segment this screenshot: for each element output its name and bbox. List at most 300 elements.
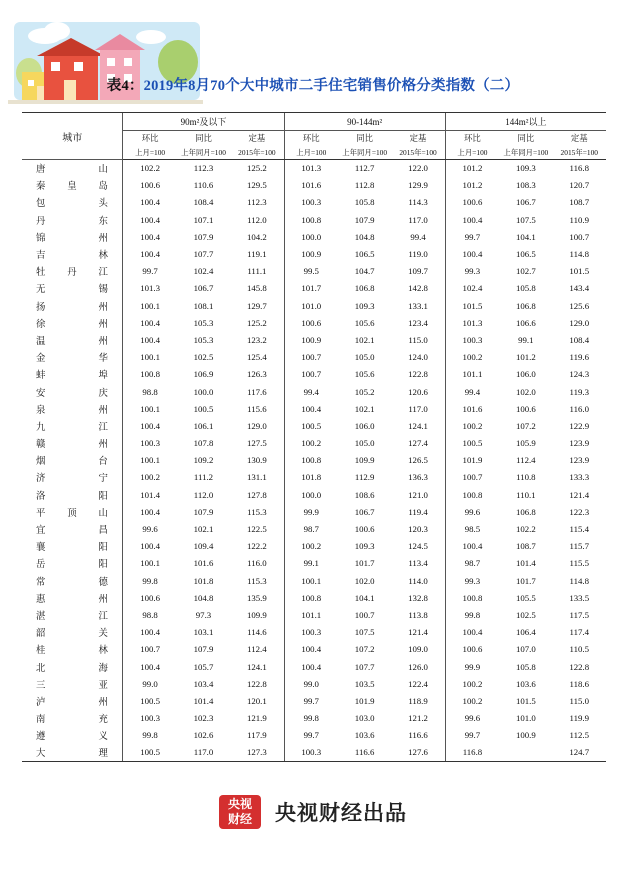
row-value-cell: 129.5 (246, 180, 267, 191)
row-value-cell: 100.6 (354, 524, 375, 535)
row-value-cell: 133.5 (569, 592, 590, 603)
row-value-cell: 123.9 (569, 438, 590, 449)
row-value-cell: 122.4 (408, 678, 428, 689)
row-value-cell: 101.5 (445, 297, 499, 314)
row-value-cell: 126.3 (246, 369, 267, 380)
window-icon (51, 62, 60, 71)
ground-line (8, 100, 203, 104)
row-city-label: 泉州 (36, 405, 109, 416)
page-title (0, 74, 626, 95)
row-city-label: 大理 (22, 744, 123, 761)
window-icon (107, 58, 115, 66)
row-value-cell: 99.8 (284, 710, 338, 727)
row-value-cell: 100.5 (123, 692, 177, 709)
row-value-cell: 108.4 (569, 334, 590, 345)
table-row (22, 486, 606, 503)
row-value-cell: 126.0 (408, 661, 428, 672)
table-row (22, 245, 606, 262)
table-row (22, 263, 606, 280)
row-value-cell: 127.4 (408, 438, 428, 449)
row-value-cell: 100.7 (284, 349, 338, 366)
row-value-cell: 122.3 (569, 506, 590, 517)
row-value-cell: 114.0 (408, 575, 428, 586)
row-value-cell: 99.6 (445, 710, 499, 727)
row-value-cell: 104.8 (193, 592, 214, 603)
table-row (22, 675, 606, 692)
row-value-cell: 121.9 (246, 713, 267, 724)
table-row (22, 589, 606, 606)
row-value-cell: 109.9 (246, 609, 267, 620)
row-value-cell: 107.1 (193, 214, 214, 225)
row-value-cell: 99.4 (445, 383, 499, 400)
row-city-label: 扬州 (36, 302, 109, 313)
row-value-cell: 99.6 (123, 520, 177, 537)
row-value-cell: 101.8 (193, 575, 214, 586)
row-value-cell: 124.1 (246, 661, 267, 672)
row-city-label: 烟台 (36, 457, 109, 468)
row-value-cell: 123.4 (408, 317, 428, 328)
row-value-cell: 127.8 (246, 489, 267, 500)
row-value-cell: 116.0 (569, 403, 589, 414)
table-row (22, 520, 606, 537)
row-value-cell: 119.9 (569, 713, 589, 724)
row-value-cell: 130.9 (246, 455, 267, 466)
row-value-cell: 100.3 (123, 435, 177, 452)
row-value-cell: 107.9 (354, 214, 375, 225)
row-value-cell: 99.7 (284, 727, 338, 744)
row-value-cell: 143.4 (569, 283, 590, 294)
row-value-cell: 112.3 (193, 163, 214, 174)
row-value-cell: 106.7 (354, 506, 375, 517)
row-value-cell: 105.8 (515, 661, 536, 672)
row-value-cell: 105.0 (354, 352, 375, 363)
row-value-cell: 109.3 (354, 541, 375, 552)
row-value-cell: 99.9 (284, 503, 338, 520)
row-value-cell: 123.9 (569, 455, 590, 466)
row-value-cell: 100.2 (284, 435, 338, 452)
row-value-cell: 100.5 (193, 403, 214, 414)
row-value-cell: 112.4 (247, 644, 267, 655)
row-value-cell: 142.8 (408, 283, 428, 294)
row-value-cell: 127.5 (246, 438, 267, 449)
row-value-cell: 108.4 (193, 197, 214, 208)
footer-text: 央视财经出品 (275, 802, 407, 825)
row-value-cell: 101.4 (193, 695, 214, 706)
row-value-cell: 99.5 (284, 263, 338, 280)
row-value-cell: 115.3 (247, 506, 267, 517)
roof-icon (95, 34, 145, 50)
table-row (22, 417, 606, 434)
row-value-cell: 117.5 (569, 609, 589, 620)
row-value-cell: 105.6 (354, 317, 375, 328)
row-value-cell: 101.1 (284, 606, 338, 623)
row-value-cell: 101.7 (354, 558, 375, 569)
row-value-cell: 101.3 (123, 280, 177, 297)
row-value-cell: 100.4 (123, 194, 177, 211)
footer-branding (0, 795, 626, 829)
row-value-cell: 112.9 (354, 472, 375, 483)
row-value-cell: 110.8 (516, 472, 536, 483)
table-row (22, 692, 606, 709)
row-value-cell: 122.5 (246, 524, 267, 535)
row-value-cell: 100.7 (569, 231, 590, 242)
row-value-cell: 99.8 (123, 727, 177, 744)
row-value-cell: 100.2 (123, 469, 177, 486)
row-value-cell: 116.0 (247, 558, 267, 569)
row-city-label: 丹东 (36, 216, 109, 227)
row-value-cell: 110.9 (569, 214, 589, 225)
table-row (22, 400, 606, 417)
row-value-cell: 110.5 (569, 644, 589, 655)
row-value-cell: 101.3 (445, 314, 499, 331)
row-city-label: 包头 (36, 199, 109, 210)
row-value-cell: 103.1 (193, 627, 214, 638)
row-city-label: 徐州 (36, 319, 109, 330)
row-value-cell: 116.6 (408, 730, 428, 741)
row-value-cell: 120.1 (246, 695, 267, 706)
row-value-cell: 125.2 (246, 163, 267, 174)
row-city-label: 蚌埠 (36, 371, 109, 382)
row-value-cell: 100.0 (193, 386, 214, 397)
row-value-cell: 115.0 (408, 334, 428, 345)
row-value-cell: 102.0 (354, 575, 375, 586)
row-value-cell: 100.4 (445, 624, 499, 641)
row-city-label: 惠州 (36, 594, 109, 605)
row-value-cell: 132.8 (408, 592, 428, 603)
row-city-label: 牡丹江 (36, 268, 109, 279)
table-row (22, 211, 606, 228)
table-row (22, 503, 606, 520)
row-value-cell: 108.3 (515, 180, 536, 191)
row-value-cell: 119.4 (408, 506, 428, 517)
row-value-cell: 100.4 (123, 228, 177, 245)
row-value-cell: 100.0 (284, 486, 338, 503)
row-city-label: 宜昌 (36, 526, 109, 537)
row-value-cell: 106.0 (515, 369, 536, 380)
row-value-cell: 119.0 (408, 249, 428, 260)
row-city-label: 韶关 (36, 629, 109, 640)
logo-line-1: 央视 (227, 797, 252, 811)
row-value-cell: 100.9 (284, 331, 338, 348)
row-city-label: 遵义 (36, 732, 109, 743)
row-value-cell: 109.7 (408, 266, 428, 277)
row-value-cell: 108.7 (569, 197, 590, 208)
table-row (22, 658, 606, 675)
sub-header-huanbi: 环比 (284, 131, 338, 146)
row-value-cell: 101.0 (515, 713, 536, 724)
row-value-cell: 100.4 (123, 503, 177, 520)
row-value-cell: 100.4 (445, 538, 499, 555)
row-city-label: 桂林 (36, 646, 109, 657)
table-row (22, 624, 606, 641)
row-value-cell: 100.8 (445, 589, 499, 606)
row-value-cell: 100.6 (445, 641, 499, 658)
row-value-cell: 100.6 (123, 177, 177, 194)
row-value-cell: 100.1 (123, 555, 177, 572)
row-city-label: 济宁 (36, 474, 109, 485)
row-value-cell: 100.8 (284, 589, 338, 606)
row-value-cell: 105.2 (354, 386, 375, 397)
row-value-cell: 106.7 (193, 283, 214, 294)
row-value-cell: 109.9 (354, 455, 375, 466)
row-value-cell: 105.7 (193, 661, 214, 672)
row-value-cell: 112.8 (354, 180, 375, 191)
base-label-2015: 2015年=100 (553, 145, 606, 160)
table-row (22, 641, 606, 658)
row-value-cell: 105.6 (354, 369, 375, 380)
sub-header-huanbi: 环比 (123, 131, 177, 146)
row-value-cell: 105.0 (354, 438, 375, 449)
row-value-cell: 117.9 (247, 730, 267, 741)
sub-header-tongbi: 同比 (356, 134, 374, 143)
row-city-label: 无锡 (36, 285, 109, 296)
row-value-cell: 101.9 (445, 452, 499, 469)
row-value-cell: 113.8 (408, 609, 428, 620)
row-value-cell: 100.1 (123, 400, 177, 417)
row-value-cell: 111.2 (193, 472, 214, 483)
group-header-0: 90m²及以下 (123, 113, 284, 131)
row-value-cell: 124.7 (553, 744, 606, 761)
table-row (22, 727, 606, 744)
row-value-cell: 126.5 (408, 455, 428, 466)
row-value-cell: 129.9 (408, 180, 428, 191)
row-value-cell: 105.8 (515, 283, 536, 294)
table-row (22, 710, 606, 727)
row-value-cell: 99.8 (445, 606, 499, 623)
row-value-cell: 114.6 (247, 627, 267, 638)
row-value-cell: 103.6 (354, 730, 375, 741)
row-value-cell: 123.2 (246, 334, 267, 345)
row-value-cell: 121.0 (408, 489, 428, 500)
sub-header-dingji: 定基 (570, 134, 588, 143)
row-value-cell: 131.1 (246, 472, 267, 483)
row-value-cell: 109.3 (354, 300, 375, 311)
row-value-cell: 100.4 (123, 538, 177, 555)
row-value-cell: 115.3 (247, 575, 267, 586)
row-value-cell (499, 744, 552, 761)
row-city-label: 金华 (36, 354, 109, 365)
row-value-cell: 121.2 (408, 713, 428, 724)
table-row (22, 194, 606, 211)
table-row (22, 280, 606, 297)
table-row (22, 383, 606, 400)
row-value-cell: 117.0 (408, 403, 428, 414)
row-value-cell: 100.7 (354, 609, 375, 620)
row-value-cell: 107.7 (354, 661, 375, 672)
row-value-cell: 102.7 (515, 266, 536, 277)
row-value-cell: 127.6 (391, 744, 445, 761)
row-value-cell: 102.5 (515, 609, 536, 620)
row-value-cell: 106.4 (515, 627, 536, 638)
row-city-label: 襄阳 (36, 543, 109, 554)
row-value-cell: 100.8 (123, 366, 177, 383)
row-value-cell: 102.4 (445, 280, 499, 297)
row-value-cell: 116.8 (569, 163, 589, 174)
row-value-cell: 115.6 (247, 403, 267, 414)
base-label-last-year: 上年同月=100 (338, 145, 391, 160)
row-value-cell: 117.0 (408, 214, 428, 225)
row-value-cell: 100.4 (123, 314, 177, 331)
row-value-cell: 122.8 (408, 369, 428, 380)
row-value-cell: 108.6 (354, 489, 375, 500)
row-value-cell: 107.9 (193, 644, 214, 655)
row-value-cell: 122.9 (569, 420, 590, 431)
row-value-cell: 109.4 (193, 541, 214, 552)
row-value-cell: 100.3 (123, 710, 177, 727)
row-value-cell: 98.8 (123, 383, 177, 400)
table-row (22, 331, 606, 348)
table-row (22, 160, 606, 177)
row-value-cell: 106.5 (354, 249, 375, 260)
base-label-last-year: 上年同月=100 (177, 145, 230, 160)
base-label-2015: 2015年=100 (391, 145, 445, 160)
row-value-cell: 102.2 (123, 160, 177, 177)
row-value-cell: 100.4 (123, 331, 177, 348)
table-row (22, 228, 606, 245)
row-value-cell: 129.7 (246, 300, 267, 311)
row-value-cell: 118.6 (569, 678, 589, 689)
row-value-cell: 99.4 (410, 231, 426, 242)
row-value-cell: 109.3 (515, 163, 536, 174)
row-value-cell: 100.8 (445, 486, 499, 503)
row-value-cell: 110.6 (193, 180, 214, 191)
row-value-cell: 107.5 (354, 627, 375, 638)
table-row (22, 297, 606, 314)
row-value-cell: 101.6 (445, 400, 499, 417)
table-row (22, 572, 606, 589)
row-value-cell: 120.3 (408, 524, 428, 535)
row-value-cell: 100.4 (445, 245, 499, 262)
row-value-cell: 99.1 (518, 334, 534, 345)
sub-header-tongbi: 同比 (517, 134, 535, 143)
row-value-cell: 114.8 (569, 575, 589, 586)
row-value-cell: 109.2 (193, 455, 214, 466)
row-city-label: 唐山 (36, 165, 109, 176)
row-value-cell: 107.9 (193, 231, 214, 242)
row-value-cell: 116.8 (445, 744, 499, 761)
row-value-cell: 103.5 (354, 678, 375, 689)
row-value-cell: 101.3 (284, 160, 338, 177)
row-value-cell: 129.0 (246, 420, 267, 431)
row-value-cell: 121.4 (569, 489, 590, 500)
column-header-city: 城市 (22, 113, 123, 160)
row-city-label: 赣州 (36, 440, 109, 451)
row-value-cell: 99.0 (284, 675, 338, 692)
row-value-cell: 101.6 (193, 558, 214, 569)
row-value-cell: 127.3 (230, 744, 284, 761)
row-value-cell: 133.1 (408, 300, 428, 311)
row-value-cell: 100.2 (284, 538, 338, 555)
row-value-cell: 101.9 (354, 695, 375, 706)
row-value-cell: 122.0 (408, 163, 428, 174)
row-value-cell: 136.3 (408, 472, 428, 483)
row-value-cell: 107.9 (193, 506, 214, 517)
row-value-cell: 101.7 (284, 280, 338, 297)
row-value-cell: 100.4 (284, 641, 338, 658)
row-value-cell: 99.8 (123, 572, 177, 589)
row-value-cell: 125.6 (569, 300, 590, 311)
row-value-cell: 104.1 (354, 592, 375, 603)
row-value-cell: 100.4 (123, 658, 177, 675)
row-value-cell: 133.3 (569, 472, 590, 483)
window-icon (74, 62, 83, 71)
table-row (22, 177, 606, 194)
row-city-label: 秦皇岛 (36, 182, 109, 193)
window-icon (124, 58, 132, 66)
row-value-cell: 104.2 (246, 231, 267, 242)
row-city-label: 吉林 (36, 251, 109, 262)
row-value-cell: 100.3 (445, 331, 499, 348)
row-value-cell: 107.2 (354, 644, 375, 655)
row-value-cell: 100.9 (515, 730, 536, 741)
row-value-cell: 100.1 (123, 349, 177, 366)
row-value-cell: 114.3 (408, 197, 428, 208)
table-row (22, 538, 606, 555)
row-value-cell: 102.5 (193, 352, 214, 363)
row-value-cell: 106.0 (354, 420, 375, 431)
row-value-cell: 102.3 (193, 713, 214, 724)
base-label-last-year: 上年同月=100 (499, 145, 552, 160)
row-value-cell: 106.5 (515, 249, 536, 260)
table-row (22, 744, 606, 761)
table-row (22, 606, 606, 623)
row-value-cell: 100.2 (445, 417, 499, 434)
row-city-label: 温州 (36, 336, 109, 347)
row-value-cell: 105.3 (193, 317, 214, 328)
table-row (22, 366, 606, 383)
row-value-cell: 100.2 (445, 675, 499, 692)
row-value-cell: 99.7 (284, 692, 338, 709)
row-value-cell: 100.4 (123, 417, 177, 434)
row-value-cell: 99.1 (284, 555, 338, 572)
row-value-cell: 110.1 (516, 489, 536, 500)
row-value-cell: 115.7 (569, 541, 589, 552)
row-value-cell: 106.8 (515, 300, 536, 311)
row-city-label: 泸州 (36, 697, 109, 708)
row-city-label: 岳阳 (36, 560, 109, 571)
row-city-label: 南充 (36, 715, 109, 726)
row-value-cell: 100.9 (284, 245, 338, 262)
row-value-cell: 99.0 (123, 675, 177, 692)
row-value-cell: 145.8 (246, 283, 267, 294)
row-value-cell: 100.2 (445, 349, 499, 366)
row-value-cell: 104.7 (354, 266, 375, 277)
row-value-cell: 102.0 (515, 386, 536, 397)
data-table (22, 112, 606, 762)
row-value-cell: 118.9 (408, 695, 428, 706)
row-value-cell: 115.4 (569, 524, 589, 535)
row-value-cell: 105.5 (515, 592, 536, 603)
row-value-cell: 100.7 (284, 366, 338, 383)
row-value-cell: 99.4 (284, 383, 338, 400)
row-value-cell: 101.1 (445, 366, 499, 383)
row-city-label: 湛江 (36, 611, 109, 622)
row-value-cell: 135.9 (246, 592, 267, 603)
row-value-cell: 100.6 (445, 194, 499, 211)
row-value-cell: 119.1 (247, 249, 267, 260)
row-value-cell: 106.8 (515, 506, 536, 517)
row-value-cell: 100.8 (284, 211, 338, 228)
row-value-cell: 101.0 (284, 297, 338, 314)
row-value-cell: 100.6 (284, 314, 338, 331)
row-city-label: 安庆 (36, 388, 109, 399)
row-value-cell: 102.2 (515, 524, 536, 535)
row-value-cell: 112.7 (354, 163, 375, 174)
row-value-cell: 100.7 (445, 469, 499, 486)
row-value-cell: 100.4 (284, 658, 338, 675)
row-value-cell: 100.2 (445, 692, 499, 709)
row-value-cell: 101.6 (284, 177, 338, 194)
